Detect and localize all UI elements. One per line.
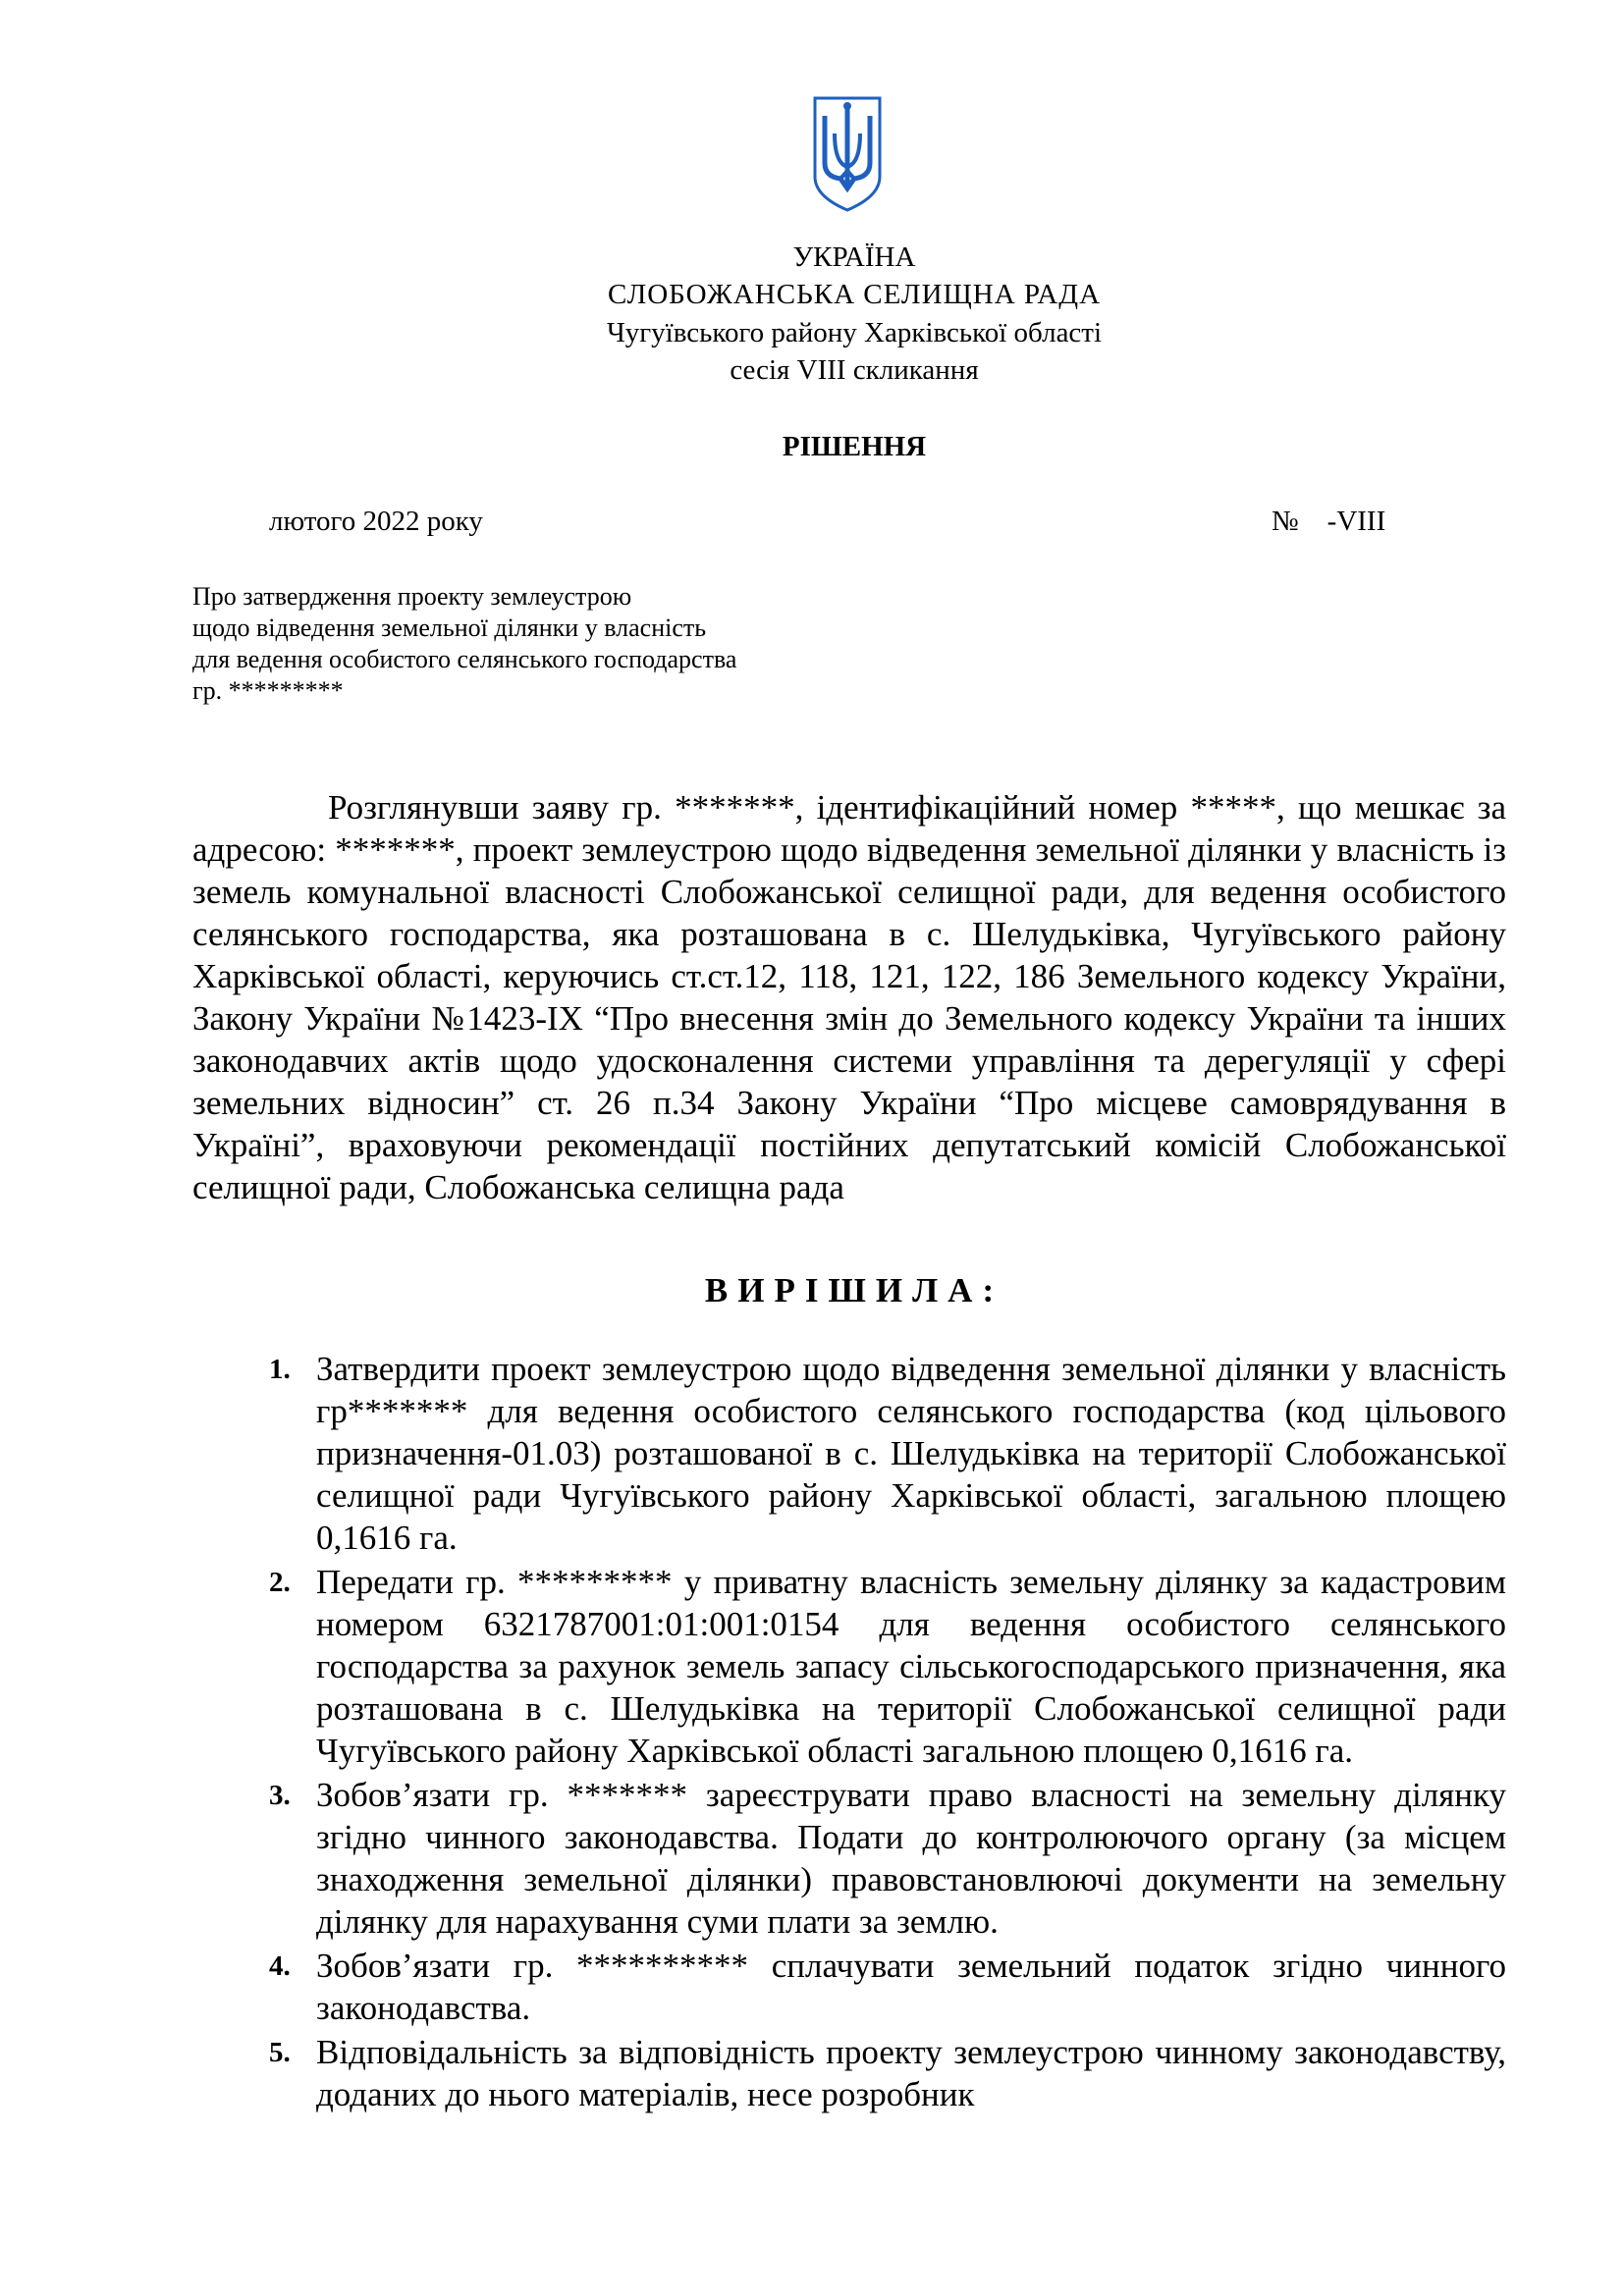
decision-item [261, 1561, 1506, 1772]
subject-line: гр. ********* [192, 676, 344, 705]
decision-item [261, 1774, 1506, 1943]
decision-item [261, 1945, 1506, 2029]
preamble-text: Розглянувши заяву гр. *******, ідентифікаційний номер *****, що мешкає за адресою: *******, проект землеустрою щодо відведення земельної ділянки у власність із земель комунальної власності Слобожанської селищної ради, для ведення особистого селянського господарства, яка розташована в с. Шелудьківка, Чугуївського району Харківської області, керуючись ст.ст.12, 118, 121, 122, 186 Земельного кодексу України, Закону України №1423-IX “Про внесення змін до Земельного кодексу України та інших законодавчих актів щодо удосконалення системи управління та дерегуляції у сфері земельних відносин” ст. 26 п.34 Закону України “Про місцеве самоврядування в Україні”, враховуючи рекомендації постійних депутатський комісій Слобожанської селищної ради, Слобожанська селищна рада [192, 788, 1506, 1206]
trident-coat-of-arms-icon [811, 94, 884, 214]
item-text: Зобов’язати гр. ********** сплачувати земельний податок згідно чинного законодавства. [316, 1947, 1506, 2027]
preamble [192, 786, 1506, 1208]
decision-items [261, 1348, 1506, 2117]
item-text: Передати гр. ********* у приватну власність земельну ділянку за кадастровим номером 6321787001:01:001:0154 для ведення особистого селянського господарства за рахунок земель запасу сільськогосподарського призначення, яка розташована в с. Шелудьківка на території Слобожанської селищної ради Чугуївського району Харківської області загальною площею 0,1616 га. [316, 1563, 1506, 1770]
item-text: Відповідальність за відповідність проекту землеустрою чинному законодавству, доданих до нього матеріалів, несе розробник [316, 2033, 1506, 2113]
subject-line: Про затвердження проекту землеустрою [192, 582, 632, 611]
item-number: 3. [269, 1780, 291, 1811]
decided-heading: ВИРІШИЛА: [704, 1271, 1004, 1309]
header-session: сесія VIII скликання [730, 354, 979, 386]
item-text: Затвердити проект землеустрою щодо відведення земельної ділянки у власність гр******* для ведення особистого селянського господарства (код цільового призначення-01.03) розташованої в с. Шелудьківка на території Слобожанської селищної ради Чугуївського району Харківської області, загальною площею 0,1616 га. [316, 1350, 1506, 1557]
item-number: 1. [269, 1354, 291, 1385]
header-country: УКРАЇНА [792, 241, 916, 273]
item-text: Зобов’язати гр. ******* зареєструвати право власності на земельну ділянку згідно чинного законодавства. Подати до контролюючого органу (за місцем знаходження земельної ділянки) правовстановлюючі документи на земельну ділянку для нарахування суми плати за землю. [316, 1776, 1506, 1941]
decision-item [261, 2031, 1506, 2115]
subject-line: щодо відведення земельної ділянки у власність [192, 614, 707, 642]
header-district: Чугуївського району Харківської області [606, 317, 1103, 348]
item-number: 5. [269, 2037, 291, 2068]
document-title: РІШЕННЯ [782, 431, 927, 462]
decision-date: лютого 2022 року [269, 506, 483, 537]
decision-item [261, 1348, 1506, 1559]
item-number: 4. [269, 1950, 291, 1982]
decision-number: № -VIII [1272, 506, 1386, 537]
subject-line: для ведення особистого селянського господарства [192, 645, 737, 673]
item-number: 2. [269, 1567, 291, 1598]
header-council: СЛОБОЖАНСЬКА СЕЛИЩНА РАДА [607, 279, 1102, 310]
decision-subject [192, 581, 736, 707]
